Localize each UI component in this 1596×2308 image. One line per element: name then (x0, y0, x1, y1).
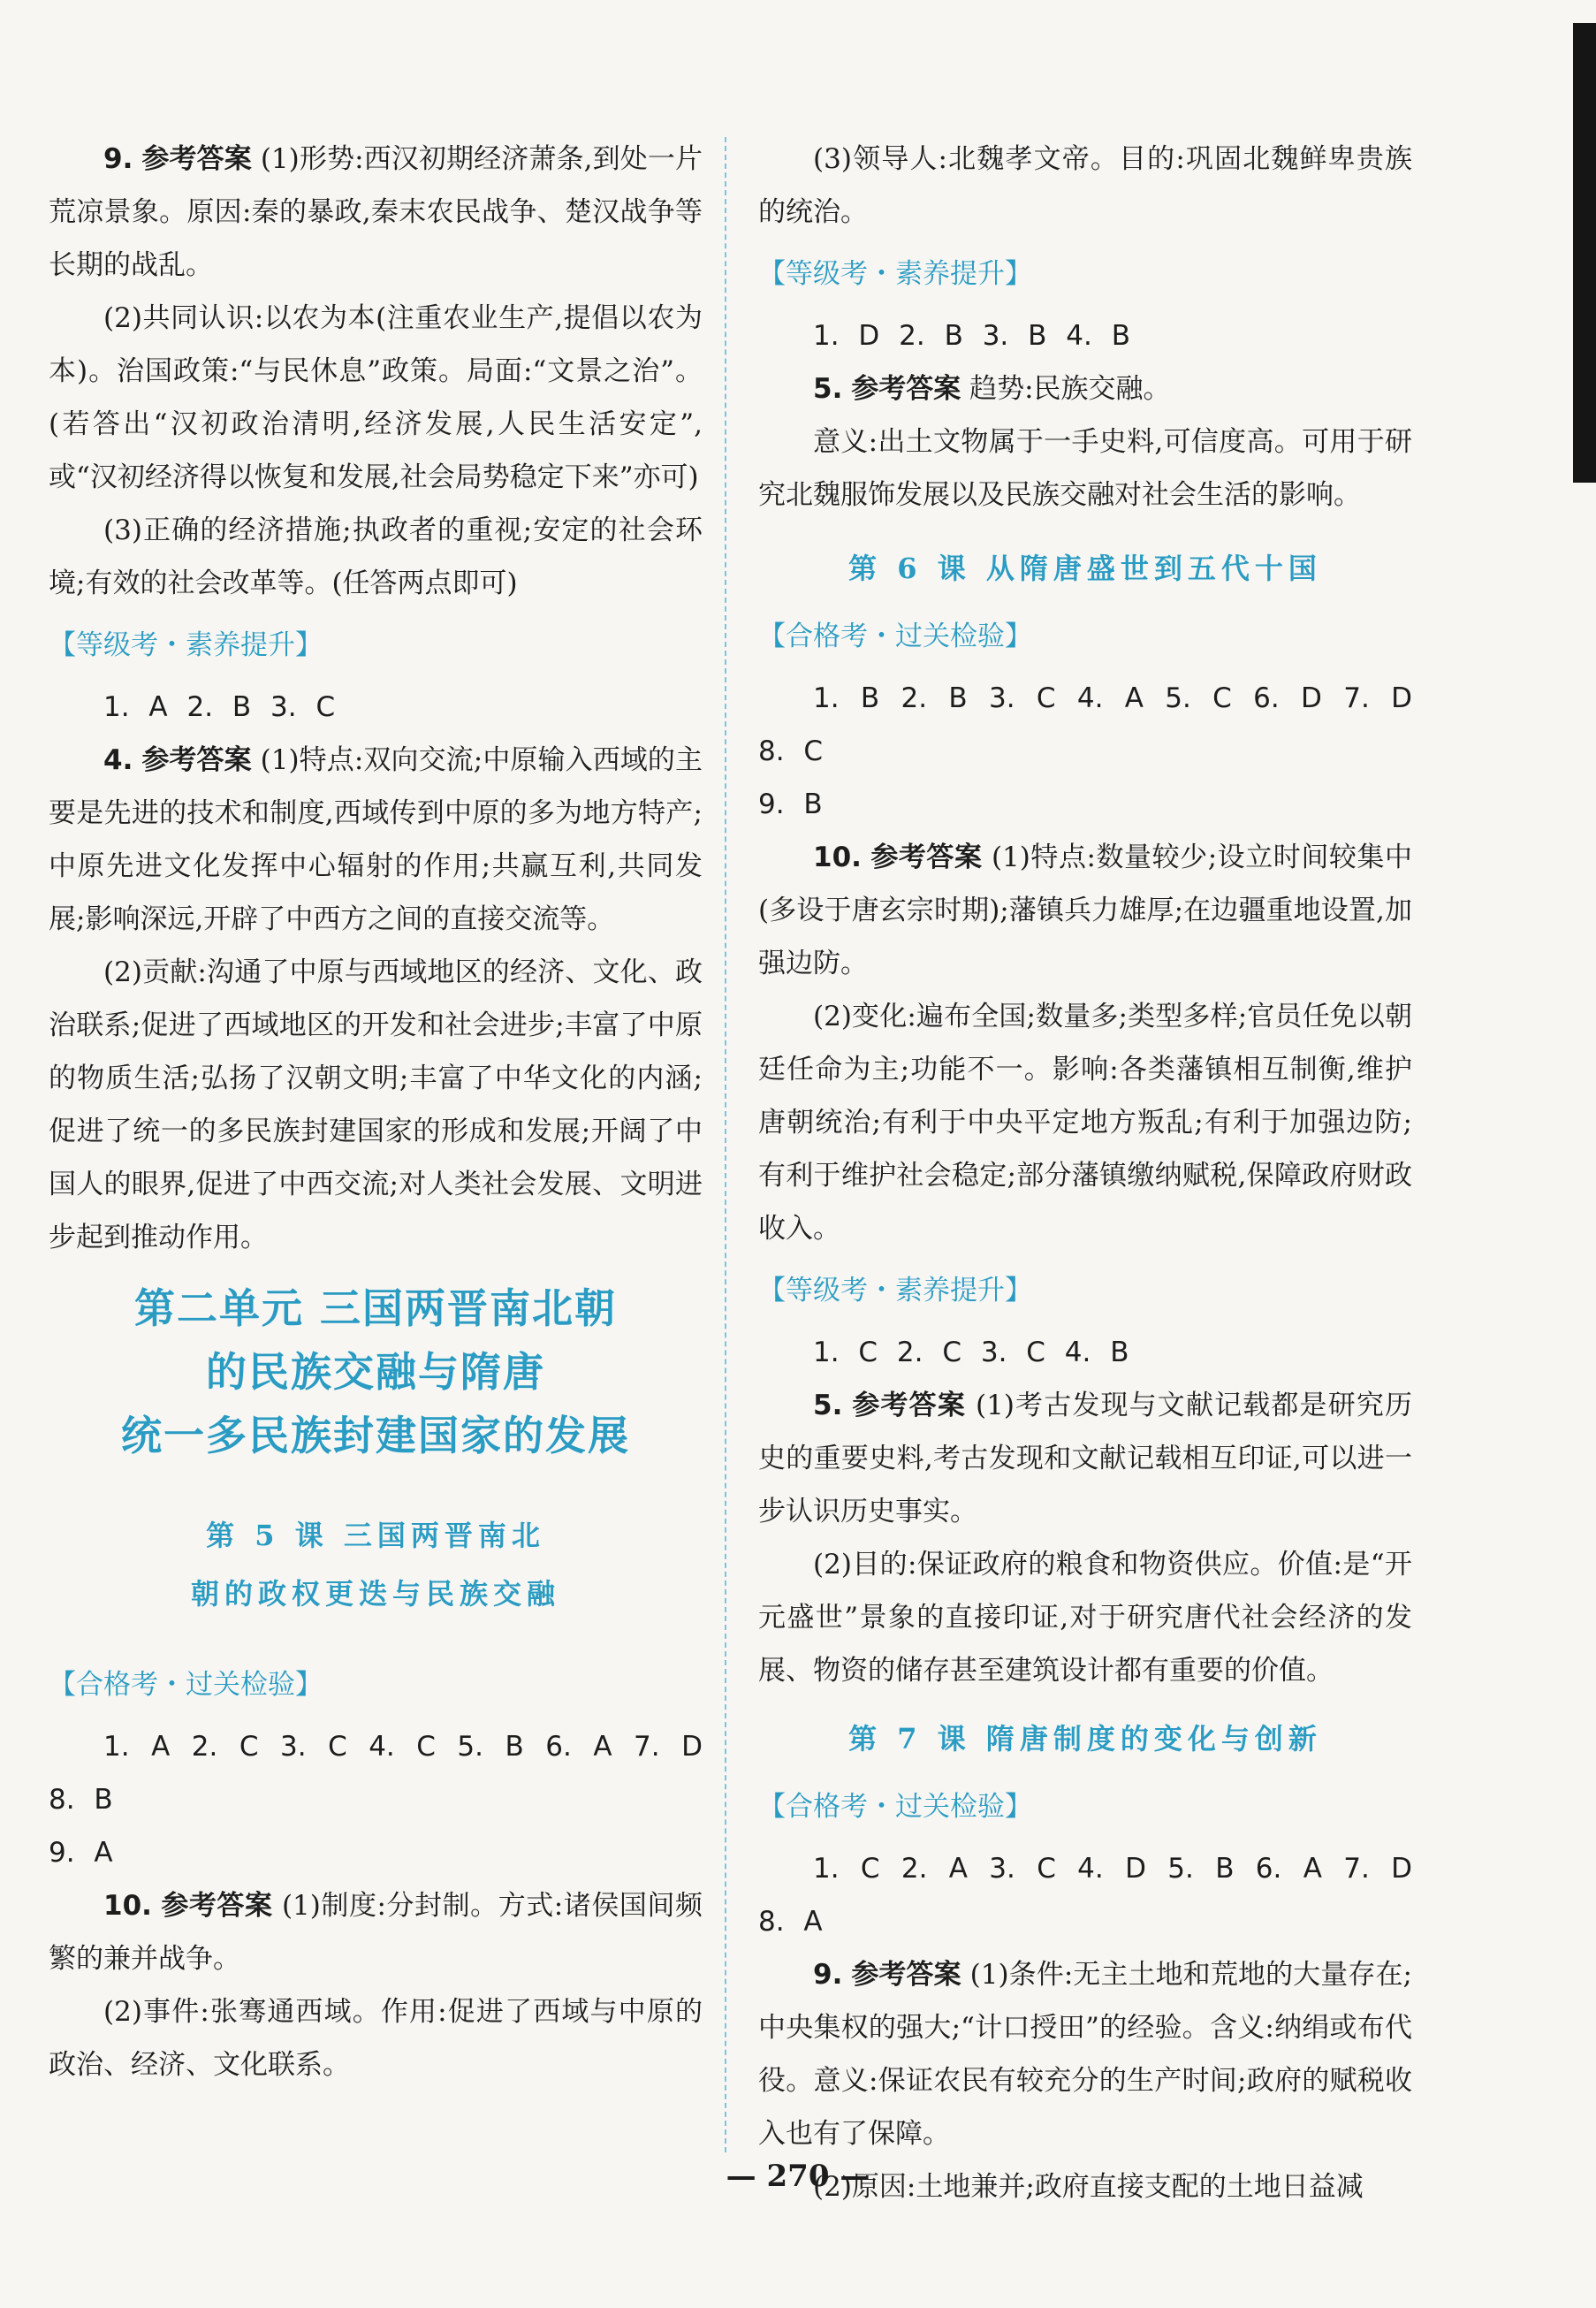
choice-answers: 1. D 2. B 3. B 4. B (813, 320, 1130, 352)
section-tag-advanced: 【等级考・素养提升】 (758, 258, 1032, 290)
answer-q4: 4. 参考答案 (1)特点:双向交流;中原输入西域的主要是先进的技术和制度,西域传到中原的多为地方特产;中原先进文化发挥中心辐射的作用;共赢互利,共同发展;影响深远,开辟了中西方之间的直接交流等。 (49, 744, 703, 935)
answer-q9-part2: (2)原因:土地兼并;政府直接支配的土地日益减 (813, 2171, 1364, 2203)
page-edge-bar (1573, 23, 1596, 483)
answer-q4-part2: (2)贡献:沟通了中原与西域地区的经济、文化、政治联系;促进了西域地区的开发和社会进步;丰富了中原的物质生活;弘扬了汉朝文明;丰富了中华文化的内涵;促进了统一的多民族封建国家的形成和发展;开阔了中国人的眼界,促进了中西交流;对人类社会发展、文明进步起到推动作用。 (49, 956, 703, 1253)
answer-q9-part2: (2)共同认识:以农为本(注重农业生产,提倡以农为本)。治国政策:“与民休息”政策。局面:“文景之治”。(若答出“汉初政治清明,经济发展,人民生活安定”,或“汉初经济得以恢复和发展,社会局势稳定下来”亦可) (49, 302, 703, 493)
section-tag-basic: 【合格考・过关检验】 (758, 621, 1032, 652)
left-column (49, 133, 703, 2091)
section-tag-basic: 【合格考・过关检验】 (758, 1791, 1032, 1823)
section-tag-advanced: 【等级考・素养提升】 (49, 629, 323, 661)
answer-q9: 9. 参考答案 (1)条件:无主土地和荒地的大量存在;中央集权的强大;“计口授田”的经验。含义:纳绢或布代役。意义:保证农民有较充分的生产时间;政府的赋税收入也有了保障。 (758, 1959, 1412, 2150)
column-divider (725, 137, 726, 2152)
answer-q9-part3: (3)正确的经济措施;执政者的重视;安定的社会环境;有效的社会改革等。(任答两点即可) (49, 514, 703, 599)
choice-answers-cont: 9. B (758, 788, 823, 820)
unit-title: 第二单元 三国两晋南北朝 的民族交融与隋唐 统一多民族封建国家的发展 (121, 1284, 630, 1459)
answer-q10-part2: (2)变化:遍布全国;数量多;类型多样;官员任免以朝廷任命为主;功能不一。影响:各类藩镇相互制衡,维护唐朝统治;有利于中央平定地方叛乱;有利于加强边防;有利于维护社会稳定;部分藩镇缴纳赋税,保障政府财政收入。 (758, 1001, 1412, 1245)
answer-q5: 5. 参考答案 趋势:民族交融。 (813, 373, 1171, 405)
choice-answers: 1. B 2. B 3. C 4. A 5. C 6. D 7. D 8. C (758, 682, 1412, 767)
lesson-6-title: 第 6 课 从隋唐盛世到五代十国 (848, 552, 1322, 585)
choice-answers-cont: 9. A (49, 1837, 113, 1869)
choice-answers: 1. C 2. A 3. C 4. D 5. B 6. A 7. D 8. A (758, 1853, 1412, 1938)
section-tag-basic: 【合格考・过关检验】 (49, 1669, 323, 1701)
choice-answers: 1. A 2. B 3. C (103, 691, 336, 723)
answer-part3: (3)领导人:北魏孝文帝。目的:巩固北魏鲜卑贵族的统治。 (758, 143, 1412, 228)
page-number: — 270 — (726, 2159, 870, 2194)
answer-q5b: 5. 参考答案 (1)考古发现与文献记载都是研究历史的重要史料,考古发现和文献记载相互印证,可以进一步认识历史事实。 (758, 1390, 1413, 1527)
answer-q10-part2: (2)事件:张骞通西域。作用:促进了西域与中原的政治、经济、文化联系。 (49, 1996, 703, 2081)
answer-q5b-part2: (2)目的:保证政府的粮食和物资供应。价值:是“开元盛世”景象的直接印证,对于研究唐代社会经济的发展、物资的储存甚至建筑设计都有重要的价值。 (758, 1549, 1412, 1687)
choice-answers: 1. A 2. C 3. C 4. C 5. B 6. A 7. D 8. B (49, 1731, 703, 1816)
lesson-7-title: 第 7 课 隋唐制度的变化与创新 (848, 1722, 1322, 1756)
answer-q10: 10. 参考答案 (1)特点:数量较少;设立时间较集中(多设于唐玄宗时期);藩镇兵力雄厚;在边疆重地设置,加强边防。 (758, 842, 1412, 979)
lesson-5-title: 第 5 课 三国两晋南北 朝的政权更迭与民族交融 (190, 1519, 560, 1611)
answer-q5-part2: 意义:出土文物属于一手史料,可信度高。可用于研究北魏服饰发展以及民族交融对社会生活的影响。 (758, 426, 1412, 511)
section-tag-advanced: 【等级考・素养提升】 (758, 1275, 1032, 1306)
choice-answers: 1. C 2. C 3. C 4. B (813, 1337, 1129, 1368)
answer-q9: 9. 参考答案 (1)形势:西汉初期经济萧条,到处一片荒凉景象。原因:秦的暴政,秦末农民战争、楚汉战争等长期的战乱。 (49, 143, 703, 281)
answer-q10: 10. 参考答案 (1)制度:分封制。方式:诸侯国间频繁的兼并战争。 (49, 1890, 703, 1975)
right-column (758, 133, 1412, 2213)
